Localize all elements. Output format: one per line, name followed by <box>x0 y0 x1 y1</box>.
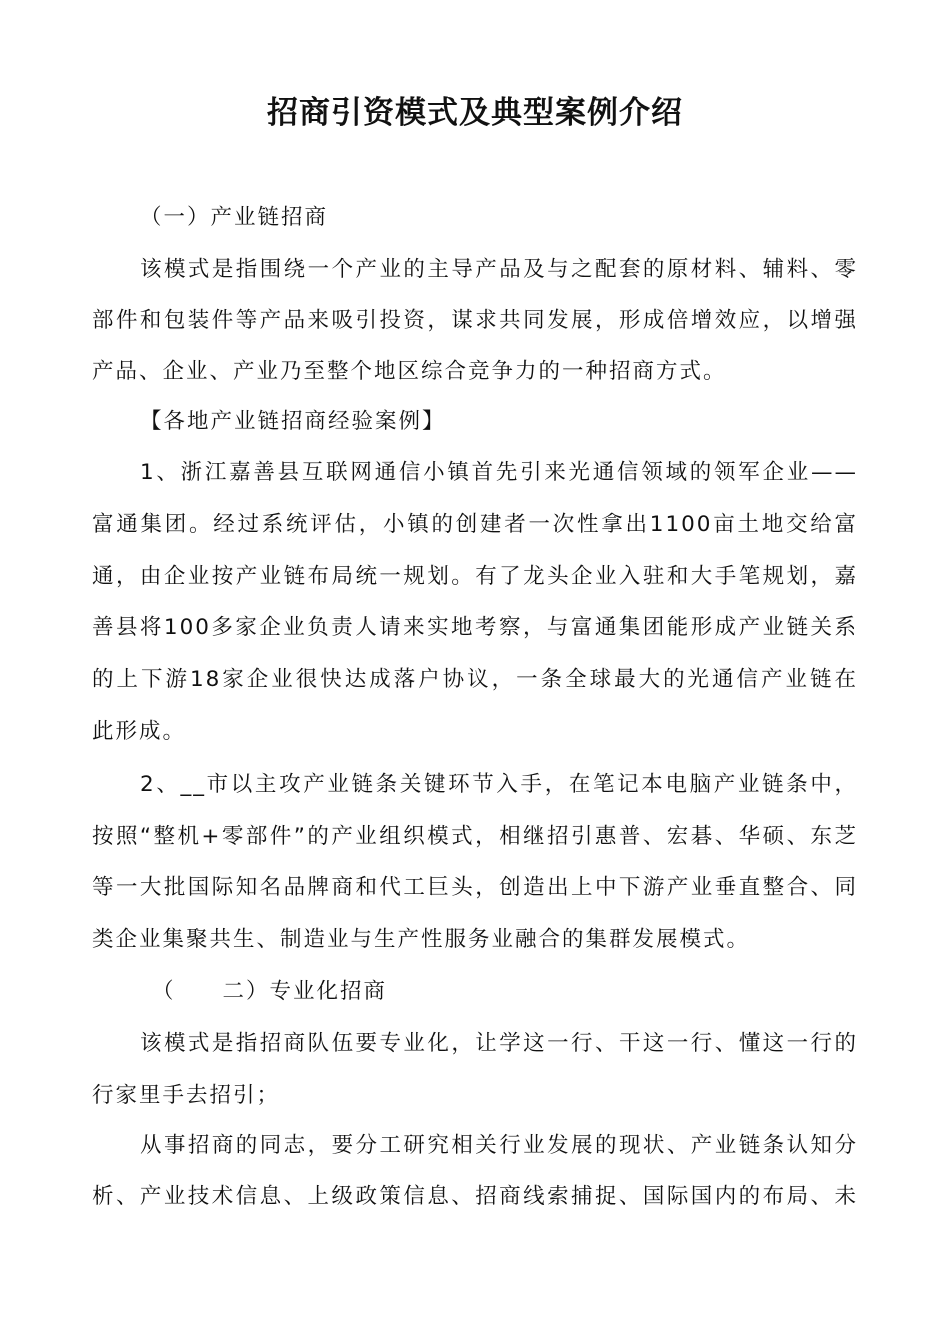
paragraph-line: 富通集团。经过系统评估，小镇的创建者一次性拿出1100亩土地交给富 <box>92 512 858 537</box>
paragraph-line: 行家里手去招引； <box>92 1083 281 1108</box>
section-heading-2: （ 二）专业化招商 <box>152 979 388 1004</box>
section-heading-1: （一）产业链招商 <box>140 205 329 230</box>
subheading-cases: 【各地产业链招商经验案例】 <box>140 409 446 434</box>
paragraph-line: 按照“整机+零部件”的产业组织模式，相继招引惠普、宏碁、华硕、东芝 <box>92 824 858 849</box>
paragraph-line: 等一大批国际知名品牌商和代工巨头，创造出上中下游产业垂直整合、同 <box>92 875 858 900</box>
paragraph-line: 部件和包装件等产品来吸引投资，谋求共同发展，形成倍增效应，以增强 <box>92 308 858 333</box>
paragraph-line: 2、__市以主攻产业链条关键环节入手，在笔记本电脑产业链条中， <box>140 772 858 797</box>
paragraph-line: 此形成。 <box>92 719 187 744</box>
paragraph-line: 的上下游18家企业很快达成落户协议，一条全球最大的光通信产业链在 <box>92 667 858 692</box>
paragraph-line: 析、产业技术信息、上级政策信息、招商线索捕捉、国际国内的布局、未 <box>92 1184 858 1209</box>
paragraph-line: 该模式是指围绕一个产业的主导产品及与之配套的原材料、辅料、零 <box>140 257 858 282</box>
paragraph-line: 产品、企业、产业乃至整个地区综合竞争力的一种招商方式。 <box>92 359 727 384</box>
paragraph-line: 1、浙江嘉善县互联网通信小镇首先引来光通信领域的领军企业—— <box>140 460 858 485</box>
document-title: 招商引资模式及典型案例介绍 <box>267 95 683 131</box>
paragraph-line: 善县将100多家企业负责人请来实地考察，与富通集团能形成产业链关系 <box>92 615 858 640</box>
paragraph-line: 类企业集聚共生、制造业与生产性服务业融合的集群发展模式。 <box>92 927 751 952</box>
paragraph-line: 通，由企业按产业链布局统一规划。有了龙头企业入驻和大手笔规划，嘉 <box>92 564 858 589</box>
paragraph-line: 该模式是指招商队伍要专业化，让学这一行、干这一行、懂这一行的 <box>140 1031 858 1056</box>
paragraph-line: 从事招商的同志，要分工研究相关行业发展的现状、产业链条认知分 <box>140 1133 858 1158</box>
